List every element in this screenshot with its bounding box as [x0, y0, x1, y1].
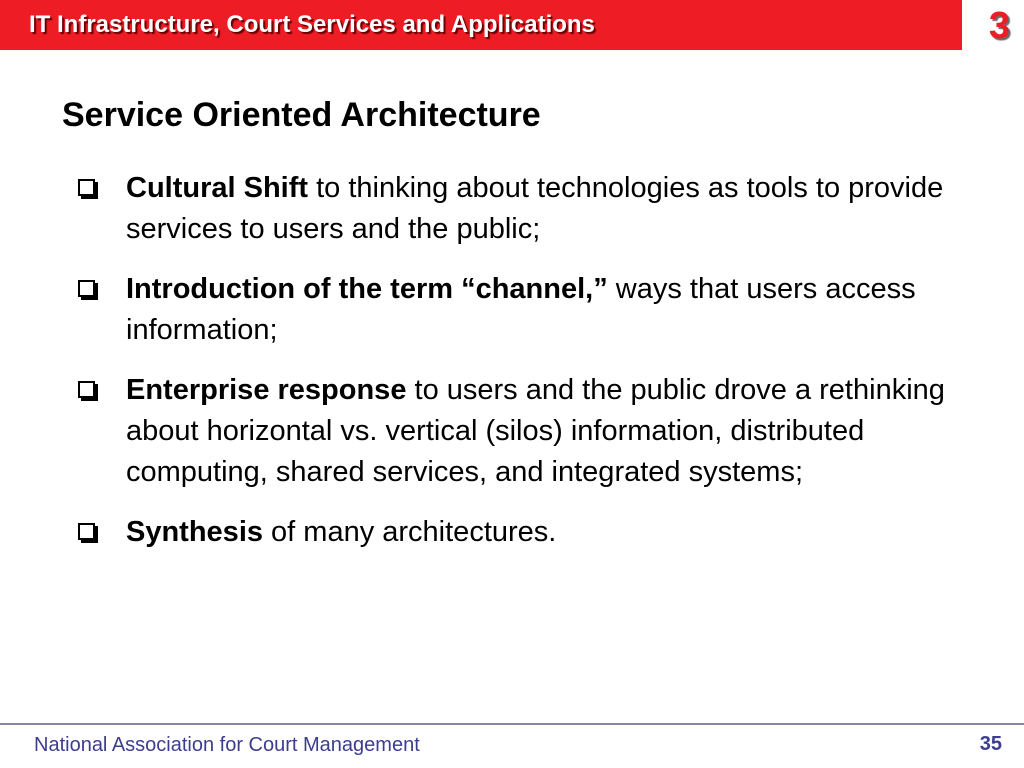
- bullet-body: ways that users access information;: [126, 273, 916, 346]
- checkbox-bullet-icon: [78, 381, 95, 398]
- bullet-text: [126, 516, 556, 548]
- slide-title: Service Oriented Architecture: [62, 96, 541, 134]
- bullet-body: of many architectures.: [263, 516, 557, 548]
- section-number: 3: [988, 5, 1010, 47]
- bullet-item: [78, 370, 958, 493]
- bullet-text: [126, 172, 943, 245]
- header-title: IT Infrastructure, Court Services and Applications: [29, 11, 595, 38]
- checkbox-bullet-icon: [78, 179, 95, 196]
- bullet-bold-term: Cultural Shift: [126, 172, 309, 204]
- bullet-item: [78, 168, 958, 250]
- checkbox-bullet-icon: [78, 280, 95, 297]
- bullet-body: to users and the public drove a rethinking about horizontal vs. vertical (silos) information, distributed computing, shared services, and integrated systems;: [126, 374, 945, 488]
- bullet-text: [126, 374, 945, 488]
- bullet-item: [78, 269, 958, 351]
- bullet-text: [126, 273, 916, 346]
- bullet-bold-term: Synthesis: [126, 516, 263, 548]
- bullet-bold-term: Enterprise response: [126, 374, 407, 406]
- footer-divider: [0, 723, 1024, 725]
- footer-organization: National Association for Court Management: [34, 734, 420, 756]
- header-band: [0, 0, 962, 50]
- bullet-body: to thinking about technologies as tools to provide services to users and the public;: [126, 172, 944, 245]
- page-number: 35: [979, 733, 1002, 755]
- checkbox-bullet-icon: [78, 523, 95, 540]
- bullet-list: [78, 168, 958, 572]
- bullet-bold-term: Introduction of the term “channel,”: [126, 273, 608, 305]
- bullet-item: [78, 512, 958, 553]
